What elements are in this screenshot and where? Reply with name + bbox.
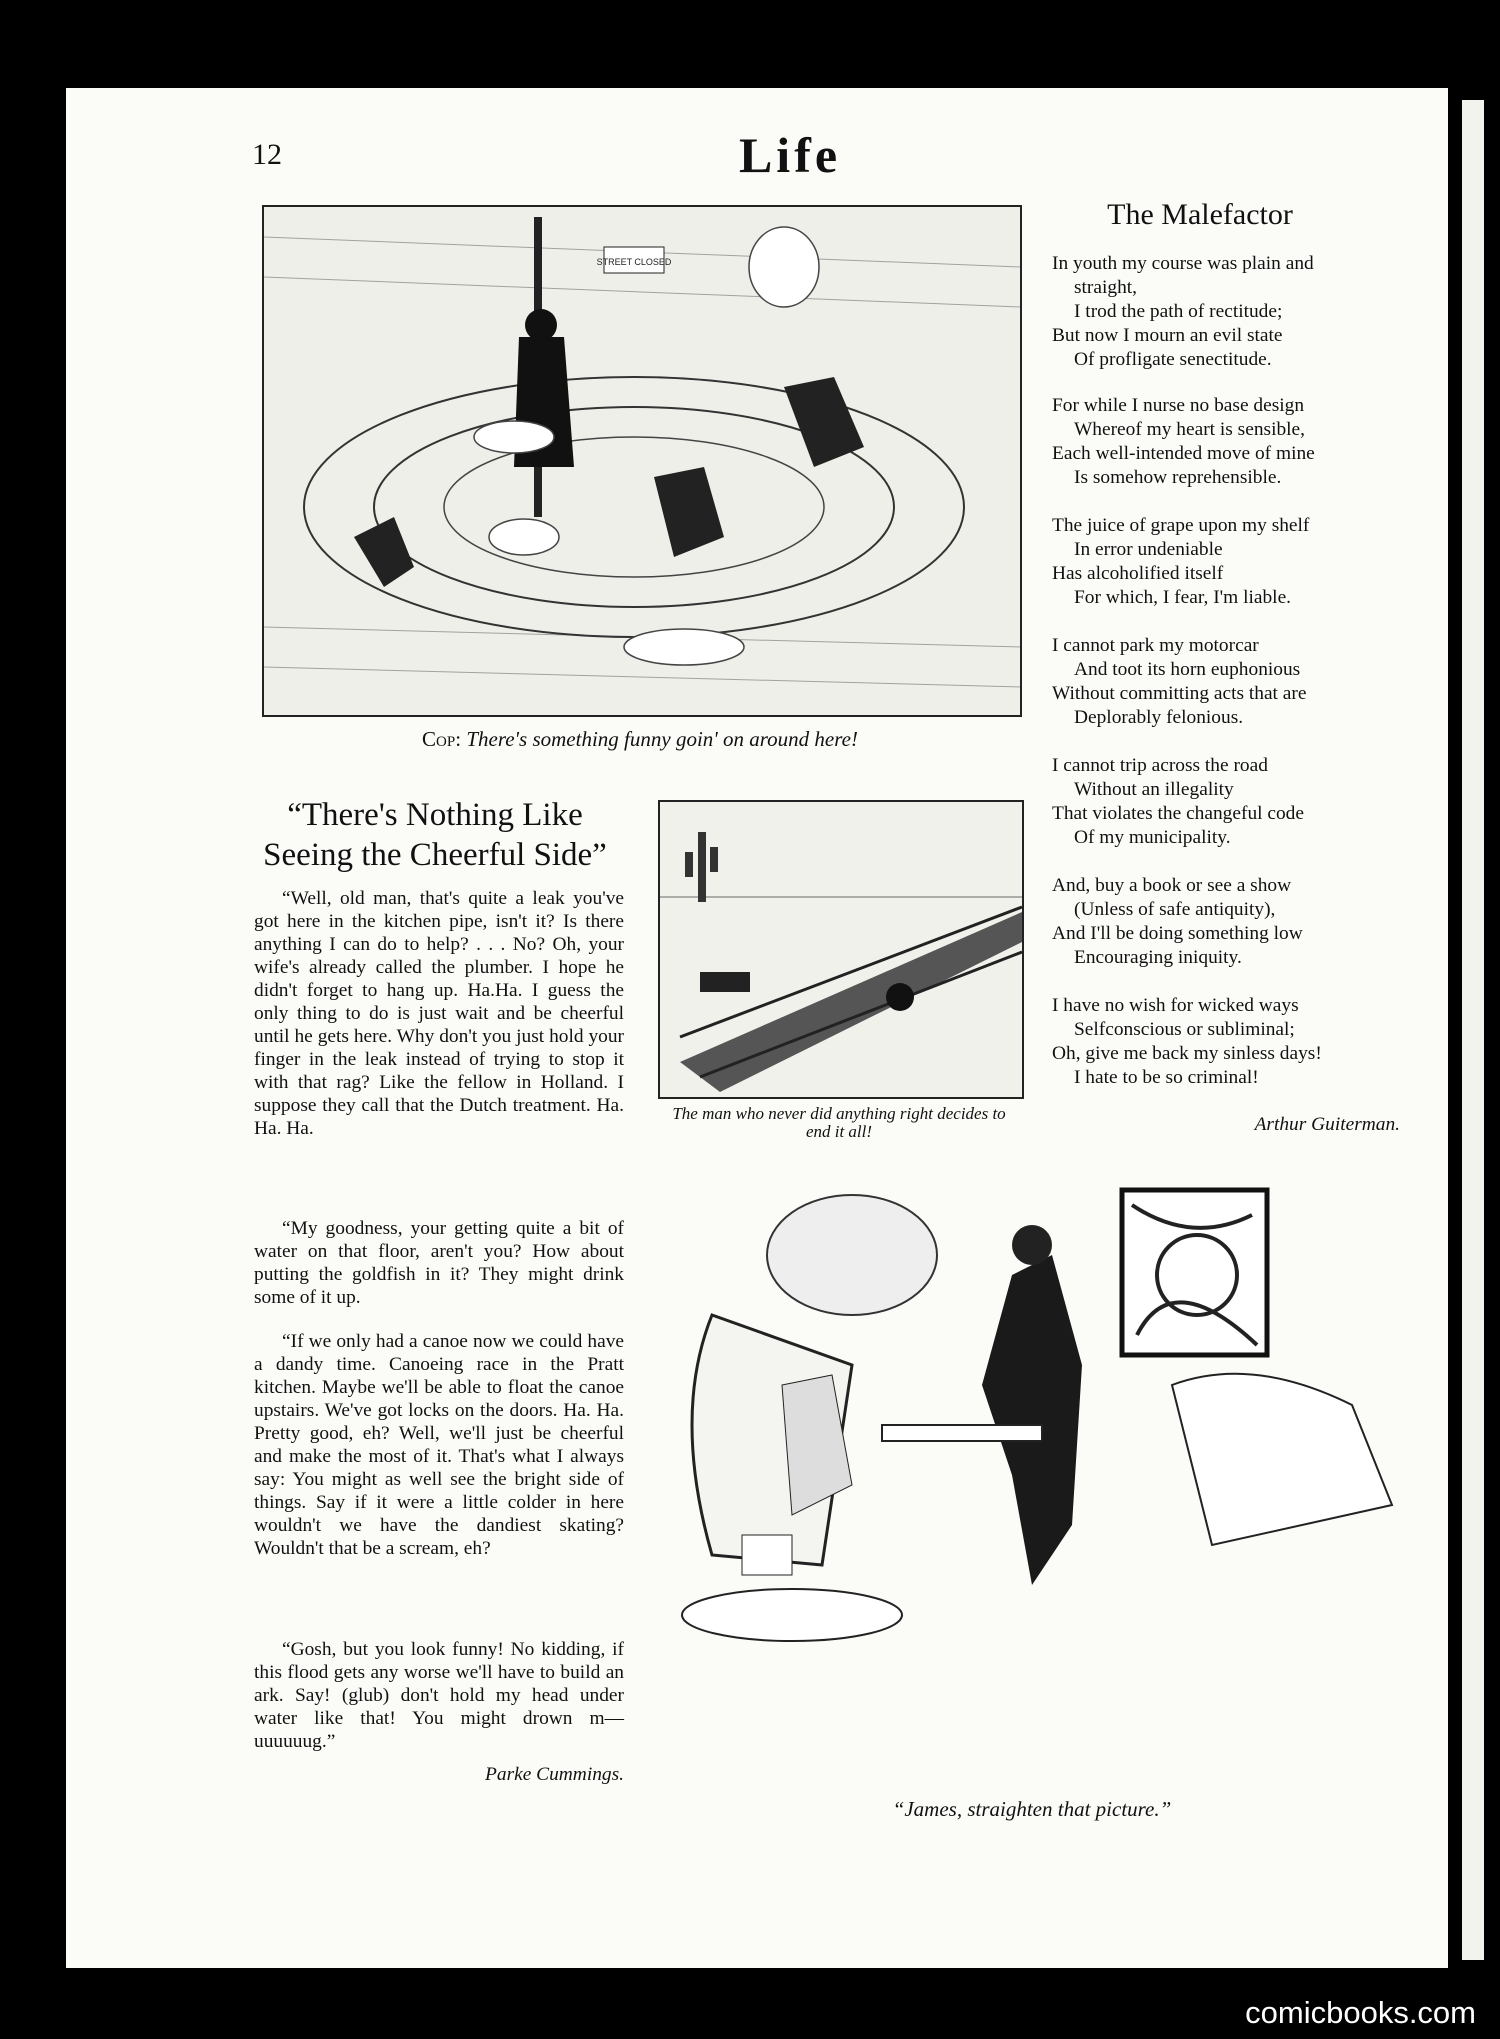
caption-speaker: Cop:: [422, 727, 462, 751]
poem-line: I cannot park my motorcar: [1052, 635, 1259, 656]
poem-line: (Unless of safe antiquity),: [1074, 899, 1276, 920]
poem-line: straight,: [1074, 277, 1138, 298]
poem-line: Of my municipality.: [1074, 827, 1231, 848]
article-paragraph: “Gosh, but you look funny! No kidding, if this flood gets any worse we'll have to build an ark. Say! (glub) don't hold my head under water like that! You might drown m—uuuuuug.”: [254, 1639, 624, 1752]
article-headline: “There's Nothing Like Seeing the Cheerful Side”: [263, 797, 607, 873]
parlor-caption-text: “James, straighten that picture.”: [892, 1797, 1172, 1821]
poem-line: I trod the path of rectitude;: [1074, 301, 1283, 322]
poem-line: Without committing acts that are: [1052, 683, 1307, 704]
poem-line: Is somehow reprehensible.: [1074, 467, 1282, 488]
article-author: Parke Cummings.: [485, 1764, 624, 1785]
poem-line: And, buy a book or see a show: [1052, 875, 1292, 896]
poem-stanza: [1052, 754, 1432, 850]
poem-line: The juice of grape upon my shelf: [1052, 515, 1310, 536]
cartoon-cop-caption: [262, 727, 1018, 752]
poem-line: I cannot trip across the road: [1052, 755, 1268, 776]
poem-stanza: [1052, 994, 1432, 1090]
railroad-caption-text: The man who never did anything right decides to end it all!: [672, 1104, 1006, 1141]
poem-stanza: [1052, 394, 1432, 490]
page-binding-edge: [1462, 100, 1484, 1960]
poem-stanza: [1052, 514, 1432, 610]
poem-line: I have no wish for wicked ways: [1052, 995, 1299, 1016]
poem-line: In error undeniable: [1074, 539, 1223, 560]
article-paragraph: “Well, old man, that's quite a leak you've got here in the kitchen pipe, isn't it? Is there anything I can do to help? . . . No? Oh, your wife's already called the plumber. I hope he didn't forget to hang up. Ha.Ha. I guess the only thing to do is just wait and be cheerful until he gets here. Why don't you just hold your finger in the leak instead of trying to stop it with that rag? Like the fellow in Holland. I suppose they call that the Dutch treatment. Ha. Ha. Ha.: [254, 888, 624, 1139]
poem-title: The Malefactor: [1107, 198, 1293, 231]
cartoon-parlor: [652, 1185, 1412, 1785]
cartoon-railroad-caption: [658, 1105, 1020, 1141]
poem-line: I hate to be so criminal!: [1074, 1067, 1259, 1088]
street-closed-sign: STREET CLOSED: [596, 257, 672, 267]
poem-body: [1052, 252, 1432, 1114]
cartoon-cop-circle: [262, 205, 1022, 717]
poem-stanza: [1052, 874, 1432, 970]
poem-line: But now I mourn an evil state: [1052, 325, 1283, 346]
poem-line: Encouraging iniquity.: [1074, 947, 1242, 968]
cartoon-railroad: [658, 800, 1024, 1099]
poem-stanza: [1052, 252, 1432, 372]
poem-line: Without an illegality: [1074, 779, 1234, 800]
poem-line: Deplorably felonious.: [1074, 707, 1244, 728]
poem-line: Whereof my heart is sensible,: [1074, 419, 1305, 440]
page-number: 12: [252, 138, 282, 171]
cartoon-parlor-caption: [652, 1797, 1412, 1822]
poem-line: For while I nurse no base design: [1052, 395, 1305, 416]
poem-line: Each well-intended move of mine: [1052, 443, 1315, 464]
poem-line: And I'll be doing something low: [1052, 923, 1303, 944]
poem-stanza: [1052, 634, 1432, 730]
poem-line: Of profligate senectitude.: [1074, 349, 1272, 370]
poem-line: And toot its horn euphonious: [1074, 659, 1301, 680]
article-paragraph: “My goodness, your getting quite a bit of water on that floor, aren't you? How about putting the goldfish in it? They might drink some of it up.: [254, 1218, 624, 1308]
poem-line: That violates the changeful code: [1052, 803, 1304, 824]
watermark: comicbooks.com: [1245, 1995, 1476, 2030]
caption-text: There's something funny goin' on around here!: [466, 727, 858, 751]
poem-line: Oh, give me back my sinless days!: [1052, 1043, 1322, 1064]
article-paragraph: “If we only had a canoe now we could have a dandy time. Canoeing race in the Pratt kitchen. Maybe we'll be able to float the canoe upstairs. We've got locks on the doors. Ha. Ha. Pretty good, eh? Well, we'll just be cheerful and make the most of it. That's what I always say: You might as well see the bright side of things. Say if it were a little colder in here wouldn't we have the dandiest skating? Wouldn't that be a scream, eh?: [254, 1331, 624, 1559]
poem-author: Arthur Guiterman.: [1254, 1114, 1400, 1135]
poem-line: Selfconscious or subliminal;: [1074, 1019, 1295, 1040]
masthead-logo: Life: [738, 127, 842, 183]
poem-line: For which, I fear, I'm liable.: [1074, 587, 1292, 608]
poem-line: Has alcoholified itself: [1052, 563, 1224, 584]
poem-line: In youth my course was plain and: [1052, 253, 1314, 274]
